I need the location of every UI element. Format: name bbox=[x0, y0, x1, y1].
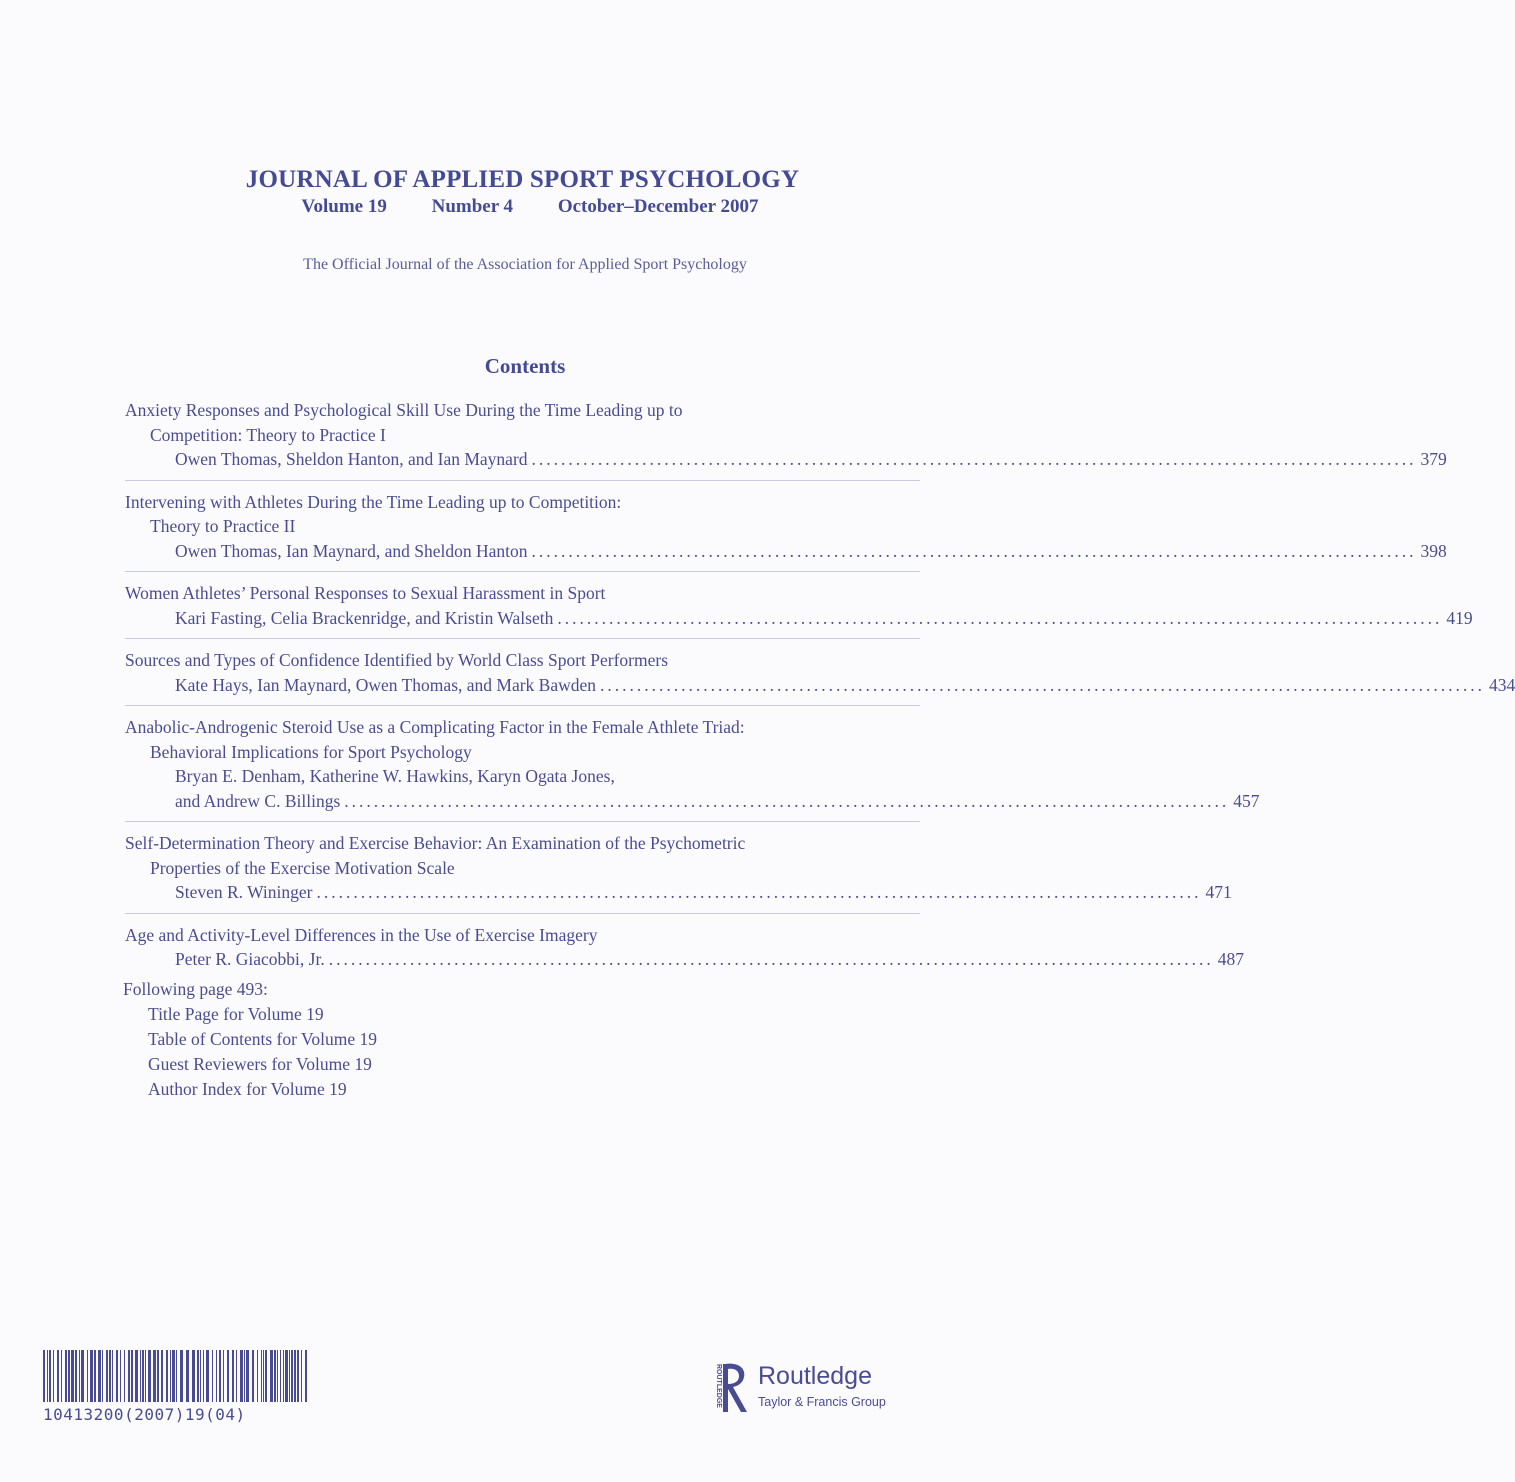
article-title-line: Theory to Practice II bbox=[150, 516, 296, 536]
article-authors: Owen Thomas, Ian Maynard, and Sheldon Hanton bbox=[175, 540, 528, 561]
following-item: Table of Contents for Volume 19 bbox=[148, 1029, 378, 1049]
barcode-number: 10413200(2007)19(04) bbox=[43, 1405, 246, 1424]
article-authors: and Andrew C. Billings bbox=[175, 790, 341, 811]
number-label: Number 4 bbox=[431, 196, 514, 217]
article-authors-line: Bryan E. Denham, Katherine W. Hawkins, Karyn Ogata Jones, bbox=[175, 766, 615, 786]
article-authors-row bbox=[125, 880, 1232, 905]
routledge-logo-icon bbox=[708, 1360, 754, 1418]
toc-entry bbox=[125, 581, 1473, 639]
article-authors: Peter R. Giacobbi, Jr. bbox=[175, 949, 325, 969]
article-title-line: Properties of the Exercise Motivation Scale bbox=[150, 857, 455, 878]
article-authors-row bbox=[125, 789, 1260, 814]
article-title-line: Age and Activity-Level Differences in the Use of Exercise Imagery bbox=[125, 924, 598, 945]
article-authors-row bbox=[125, 606, 1473, 631]
page-number: 434 bbox=[1489, 674, 1515, 695]
article-authors-row bbox=[125, 447, 1447, 472]
article-title-line: Self-Determination Theory and Exercise Behavior: An Examination of the Psychometric bbox=[125, 833, 746, 853]
dot-leader: ........................................................................................................................ bbox=[600, 674, 1486, 695]
following-heading: Following page 493: bbox=[123, 979, 268, 999]
issue-date: October–December 2007 bbox=[557, 196, 759, 217]
article-authors-row bbox=[125, 947, 1244, 972]
article-title-line: Behavioral Implications for Sport Psychology bbox=[150, 741, 472, 762]
following-item: Author Index for Volume 19 bbox=[148, 1079, 347, 1099]
article-title-line: Intervening with Athletes During the Time Leading up to Competition: bbox=[125, 491, 622, 512]
toc-entry bbox=[125, 490, 1447, 573]
page-number: 398 bbox=[1420, 540, 1447, 561]
article-authors: Steven R. Wininger bbox=[175, 882, 313, 902]
dot-leader: ........................................................................................................................ bbox=[328, 949, 1214, 969]
toc-entry bbox=[125, 923, 1244, 980]
article-title-line: Sources and Types of Confidence Identified by World Class Sport Performers bbox=[125, 650, 669, 670]
journal-title: JOURNAL OF APPLIED SPORT PSYCHOLOGY bbox=[245, 166, 800, 193]
masthead bbox=[0, 166, 1030, 218]
page-number: 419 bbox=[1446, 607, 1473, 628]
toc-entry bbox=[125, 831, 1232, 914]
dot-leader: ........................................................................................................................ bbox=[557, 607, 1443, 628]
page-number: 379 bbox=[1420, 449, 1447, 469]
following-section bbox=[123, 977, 377, 1102]
following-item: Guest Reviewers for Volume 19 bbox=[148, 1054, 372, 1074]
journal-subtitle: The Official Journal of the Association for Applied Sport Psychology bbox=[303, 256, 747, 273]
article-authors-row bbox=[125, 539, 1447, 564]
article-authors: Kari Fasting, Celia Brackenridge, and Kristin Walseth bbox=[175, 607, 554, 628]
dot-leader: ........................................................................................................................ bbox=[316, 882, 1202, 902]
toc-entry bbox=[125, 715, 1260, 822]
article-authors-row bbox=[125, 673, 1515, 698]
volume-label: Volume 19 bbox=[301, 196, 387, 217]
article-title-line: Anxiety Responses and Psychological Skill Use During the Time Leading up to bbox=[125, 400, 683, 420]
article-title-line: Competition: Theory to Practice I bbox=[150, 424, 386, 445]
page-number: 457 bbox=[1233, 790, 1260, 811]
toc-entry bbox=[125, 648, 1515, 706]
publisher-group: Taylor & Francis Group bbox=[758, 1395, 886, 1409]
publisher-name: Routledge bbox=[758, 1362, 872, 1390]
following-item: Title Page for Volume 19 bbox=[148, 1004, 324, 1024]
article-authors: Kate Hays, Ian Maynard, Owen Thomas, and Mark Bawden bbox=[175, 674, 597, 695]
table-of-contents bbox=[125, 398, 1515, 989]
article-title-line: Women Athletes’ Personal Responses to Sexual Harassment in Sport bbox=[125, 583, 606, 603]
contents-heading: Contents bbox=[484, 354, 566, 378]
toc-entry bbox=[125, 398, 1447, 481]
issue-line bbox=[30, 196, 1030, 218]
article-authors: Owen Thomas, Sheldon Hanton, and Ian Maynard bbox=[175, 449, 528, 469]
article-title-line: Anabolic-Androgenic Steroid Use as a Complicating Factor in the Female Athlete Triad: bbox=[125, 717, 745, 737]
dot-leader: ........................................................................................................................ bbox=[531, 449, 1417, 469]
dot-leader: ........................................................................................................................ bbox=[531, 540, 1417, 561]
publisher-logo bbox=[708, 1360, 908, 1420]
page-number: 471 bbox=[1205, 882, 1232, 902]
logo-vertical-text: ROUTLEDGE bbox=[715, 1364, 722, 1408]
dot-leader: ........................................................................................................................ bbox=[344, 790, 1230, 811]
barcode-icon bbox=[43, 1350, 311, 1402]
page-number: 487 bbox=[1217, 949, 1244, 969]
